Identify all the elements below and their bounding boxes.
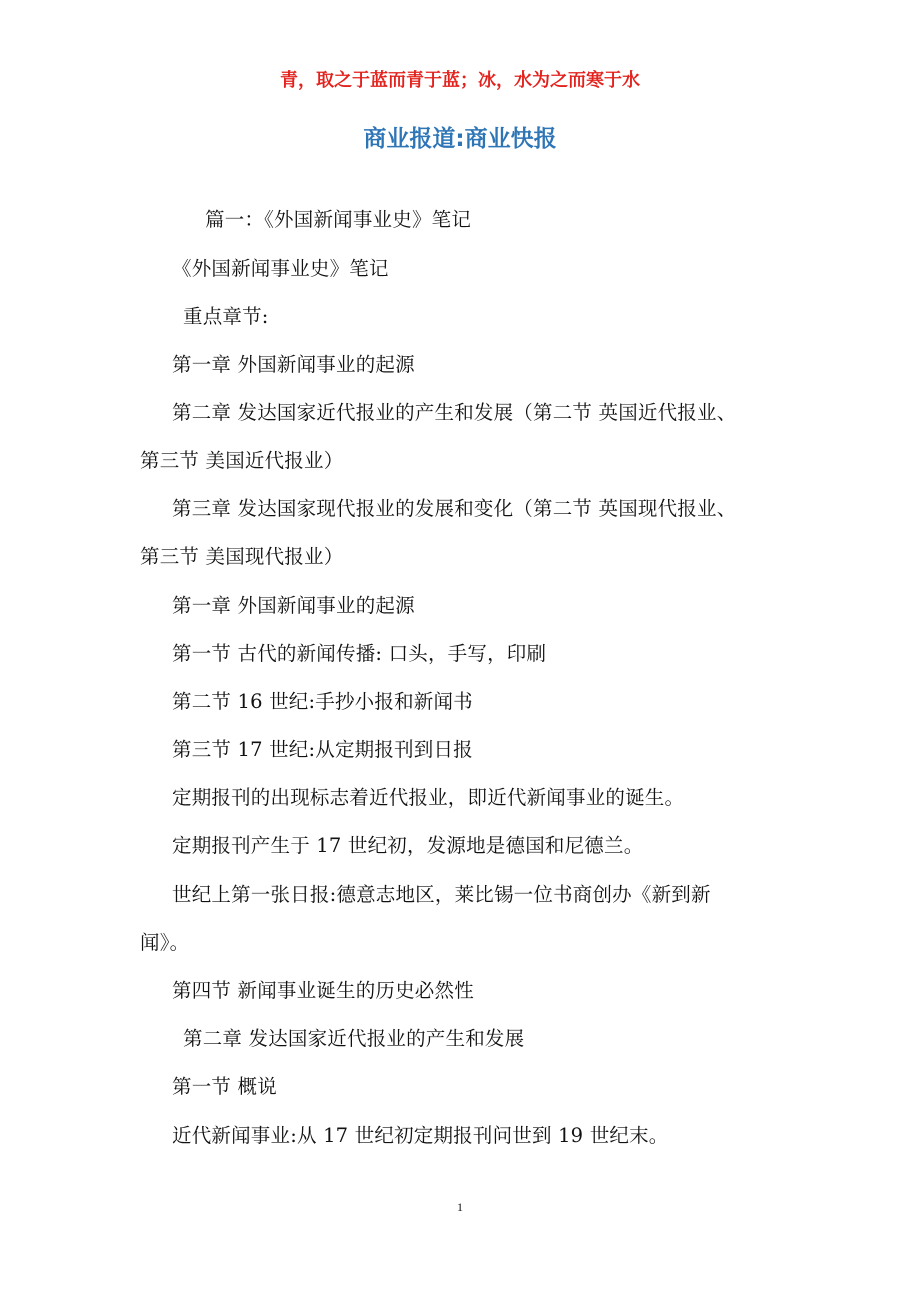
document-title: 商业报道:商业快报 xyxy=(363,126,557,152)
body-line: 第二节 16 世纪:手抄小报和新闻书 xyxy=(172,690,473,713)
body-line: 第四节 新闻事业诞生的历史必然性 xyxy=(172,979,474,1002)
body-line: 第三章 发达国家现代报业的发展和变化（第二节 英国现代报业、 xyxy=(172,497,737,520)
body-line: 定期报刊的出现标志着近代报业，即近代新闻事业的诞生。 xyxy=(172,786,685,809)
body-line: 第三节 美国现代报业） xyxy=(140,545,344,568)
body-line: 世纪上第一张日报:德意志地区，莱比锡一位书商创办《新到新 xyxy=(172,883,711,906)
body-line: 近代新闻事业:从 17 世纪初定期报刊问世到 19 世纪末。 xyxy=(172,1124,669,1147)
body-line: 第二章 发达国家近代报业的产生和发展 xyxy=(183,1027,525,1050)
page-number: 1 xyxy=(457,1200,463,1214)
body-line: 第一章 外国新闻事业的起源 xyxy=(172,594,415,617)
body-line: 第三节 17 世纪:从定期报刊到日报 xyxy=(172,738,473,761)
body-line: 第一章 外国新闻事业的起源 xyxy=(172,353,415,376)
body-line: 定期报刊产生于 17 世纪初，发源地是德国和尼德兰。 xyxy=(172,834,644,857)
body-line: 篇一：《外国新闻事业史》笔记 xyxy=(205,208,472,231)
body-line: 重点章节: xyxy=(183,305,269,328)
body-line: 《外国新闻事业史》笔记 xyxy=(172,257,389,280)
body-line: 闻》。 xyxy=(140,931,190,954)
body-line: 第一节 古代的新闻传播: 口头，手写，印刷 xyxy=(172,642,547,665)
body-line: 第一节 概说 xyxy=(172,1075,277,1098)
header-motto: 青，取之于蓝而青于蓝；冰，水为之而寒于水 xyxy=(280,70,640,91)
body-line: 第二章 发达国家近代报业的产生和发展（第二节 英国近代报业、 xyxy=(172,401,737,424)
body-line: 第三节 美国近代报业） xyxy=(140,449,344,472)
